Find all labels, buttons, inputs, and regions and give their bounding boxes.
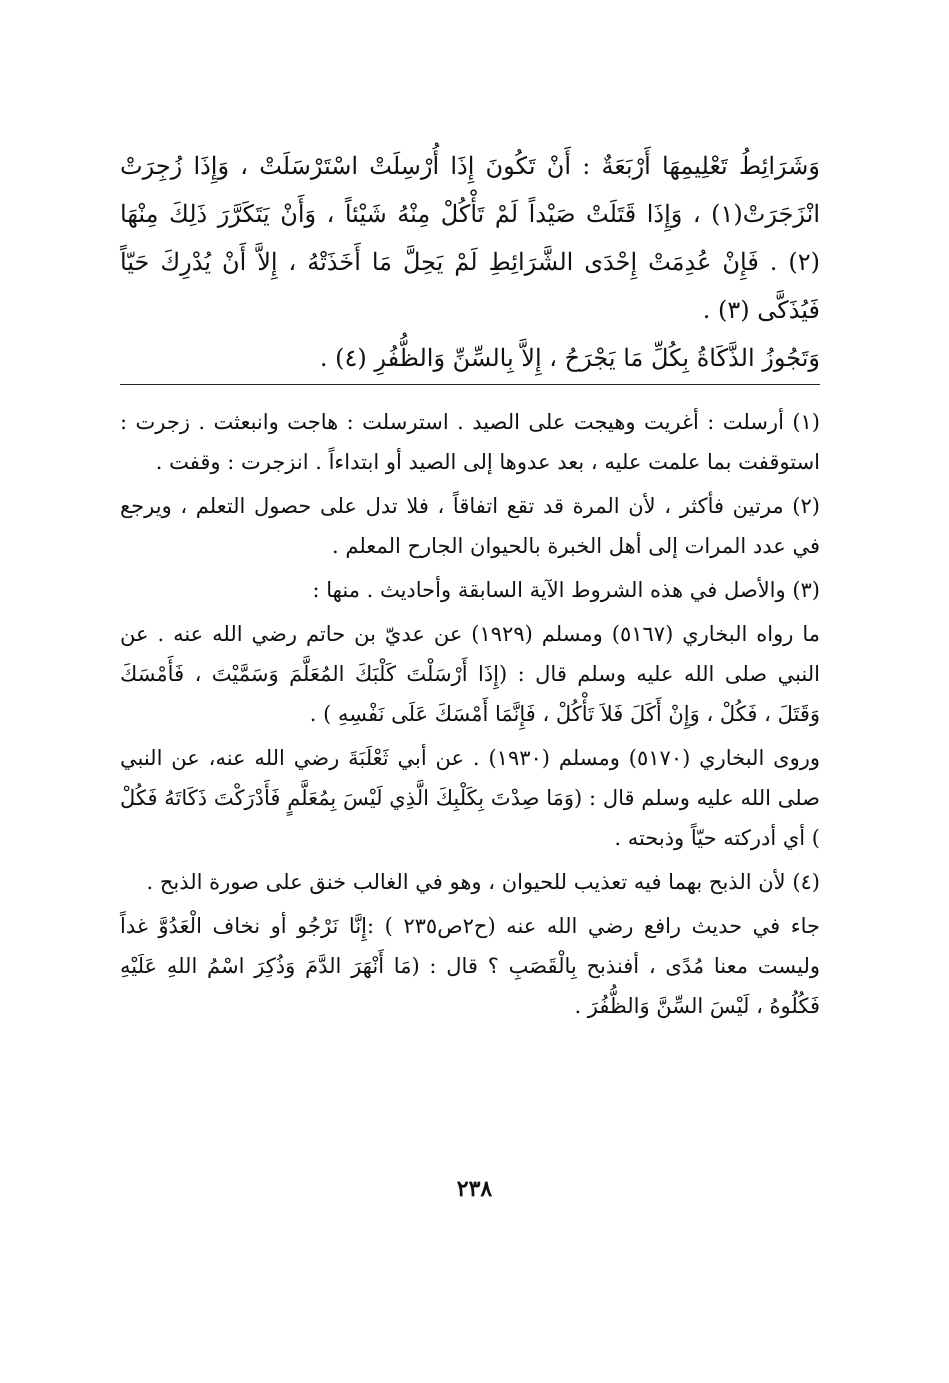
footnote-2: (٢) مرتين فأكثر ، لأن المرة قد تقع اتفاقاً ، فلا تدل على حصول التعلم ، ويرجع في عدد المرات إلى أهل الخبرة بالحيوان الجارح المعلم . [120,494,820,558]
footnote-3-hadith-1: ما رواه البخاري (٥١٦٧) ومسلم (١٩٢٩) عن عديّ بن حاتم رضي الله عنه . عن النبي صلى الله عليه وسلم قال : (إِذَا أَرْسَلْتَ كَلْبَكَ المُعَلَّمَ وَسَمَّيْتَ ، فَأَمْسَكَ وَقَتَلَ ، فَكُلْ ، وَإِنْ أَكَلَ فَلاَ تَأْكُلْ ، فَإِنَّمَا أَمْسَكَ عَلَى نَفْسِهِ ) . [120,622,820,726]
main-text [120,142,820,382]
footnotes [120,402,820,1030]
main-paragraph: وَشَرَائِطُ تَعْلِيمِهَا أَرْبَعَةٌ : أَنْ تَكُونَ إِذَا أُرْسِلَتْ اسْتَرْسَلَتْ ، وَإِذَا زُجِرَتْ انْزَجَرَتْ(١) ، وَإِذَا قَتَلَتْ صَيْداً لَمْ تَأْكُلْ مِنْهُ شَيْئاً ، وَأَنْ يَتَكَرَّرَ ذَلِكَ مِنْهَا (٢) . فَإِنْ عُدِمَتْ إِحْدَى الشَّرَائِطِ لَمْ يَحِلَّ مَا أَخَذَتْهُ ، إِلاَّ أَنْ يُدْرِكَ حَيّاً فَيُذَكَّى (٣) . [120,152,820,324]
main-paragraph: وَتَجُوزُ الذَّكَاةُ بِكُلِّ مَا يَجْرَحُ ، إِلاَّ بِالسِّنِّ وَالظُّفُرِ (٤) . [319,344,820,372]
footnote-4-hadith: جاء في حديث رافع رضي الله عنه (ح٢ص٢٣٥ ) :إِنَّا نَرْجُو أو نخاف الْعَدُوَّ غداً وليست معنا مُدًى ، أفنذبح بِالْقَصَبِ ؟ قال : (مَا أَنْهَرَ الدَّمَ وَذُكِرَ اسْمُ اللهِ عَلَيْهِ فَكُلُوهُ ، لَيْسَ السِّنَّ وَالظُّفُرَ . [120,914,820,1018]
footnote-1: (١) أرسلت : أغريت وهيجت على الصيد . استرسلت : هاجت وانبعثت . زجرت : استوقفت بما علمت عليه ، بعد عدوها إلى الصيد أو ابتداءاً . انزجرت : وقفت . [120,410,820,474]
footnote-divider [120,384,820,385]
footnote-3: (٣) والأصل في هذه الشروط الآية السابقة وأحاديث . منها : [312,578,820,602]
footnote-3-hadith-2: وروى البخاري (٥١٧٠) ومسلم (١٩٣٠) . عن أبي ثَعْلَبَةَ رضي الله عنه، عن النبي صلى الله عليه وسلم قال : (وَمَا صِدْتَ بِكَلْبِكَ الَّذِي لَيْسَ بِمُعَلَّمٍ فَأَدْرَكْتَ ذَكَاتَهُ فَكُلْ ) أي أدركته حيّاً وذبحته . [120,746,821,850]
page-number: ٢٣٨ [456,1176,493,1202]
footnote-4: (٤) لأن الذبح بهما فيه تعذيب للحيوان ، وهو في الغالب خنق على صورة الذبح . [146,870,820,894]
